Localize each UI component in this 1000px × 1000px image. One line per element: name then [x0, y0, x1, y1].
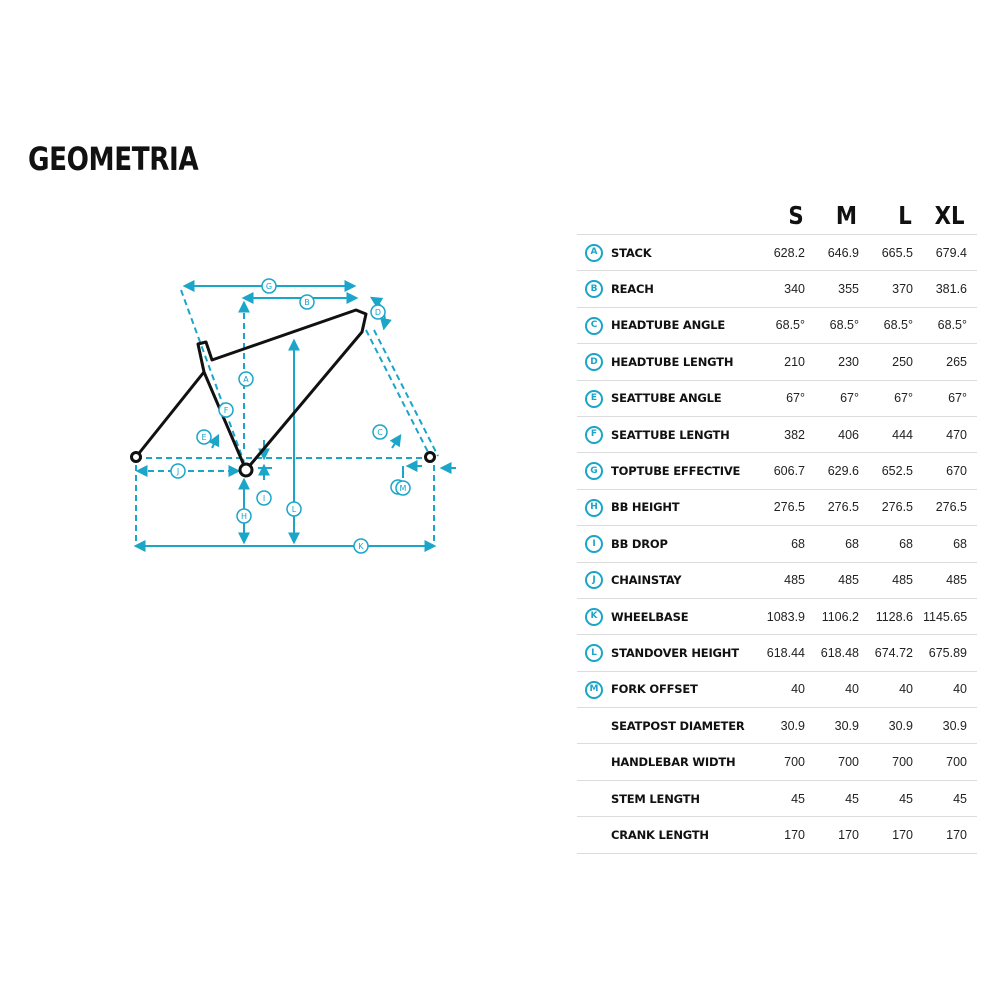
- table-row: [577, 453, 977, 489]
- row-label: STANDOVER HEIGHT: [611, 635, 761, 671]
- row-value: 265: [923, 344, 977, 380]
- table-row: [577, 271, 977, 307]
- row-value: 45: [923, 780, 977, 816]
- row-value: 40: [869, 671, 923, 707]
- row-value: 670: [923, 453, 977, 489]
- row-value: 67°: [815, 380, 869, 416]
- table-row: [577, 744, 977, 780]
- row-value: 40: [923, 671, 977, 707]
- row-label: BB HEIGHT: [611, 489, 761, 525]
- row-value: 1083.9: [761, 598, 815, 634]
- svg-text:A: A: [243, 375, 249, 384]
- bike-frame: [136, 310, 366, 470]
- row-value: 170: [761, 817, 815, 853]
- row-value: 68.5°: [869, 307, 923, 343]
- dimension-badge: C: [585, 317, 603, 335]
- row-value: 210: [761, 344, 815, 380]
- table-row: [577, 817, 977, 853]
- row-value: 646.9: [815, 235, 869, 271]
- diagram-label-m: [396, 481, 410, 495]
- row-label: SEATTUBE ANGLE: [611, 380, 761, 416]
- row-value: 606.7: [761, 453, 815, 489]
- row-value: 485: [923, 562, 977, 598]
- row-label: HEADTUBE ANGLE: [611, 307, 761, 343]
- dimension-badge: F: [585, 426, 603, 444]
- row-value: 40: [761, 671, 815, 707]
- row-value: 629.6: [815, 453, 869, 489]
- svg-text:H: H: [240, 512, 248, 521]
- row-value: 674.72: [869, 635, 923, 671]
- table-row: [577, 635, 977, 671]
- row-value: 170: [815, 817, 869, 853]
- bottom-bracket: [240, 464, 252, 476]
- table-row: [577, 708, 977, 744]
- row-value: 276.5: [761, 489, 815, 525]
- row-value: 340: [761, 271, 815, 307]
- row-value: 68: [869, 526, 923, 562]
- row-value: 675.89: [923, 635, 977, 671]
- diagram-label-d: [371, 305, 385, 319]
- row-value: 30.9: [761, 708, 815, 744]
- row-value: 618.48: [815, 635, 869, 671]
- row-label: HEADTUBE LENGTH: [611, 344, 761, 380]
- row-label: TOPTUBE EFFECTIVE: [611, 453, 761, 489]
- row-value: 665.5: [869, 235, 923, 271]
- row-value: 700: [761, 744, 815, 780]
- table-row: [577, 598, 977, 634]
- diagram-label-e: [197, 430, 211, 444]
- row-value: 68: [923, 526, 977, 562]
- row-value: 68.5°: [815, 307, 869, 343]
- dimension-badge: H: [585, 499, 603, 517]
- row-value: 1145.65: [923, 598, 977, 634]
- diagram-label-c: [373, 425, 387, 439]
- dimension-badge: B: [585, 280, 603, 298]
- row-value: 618.44: [761, 635, 815, 671]
- row-value: 700: [923, 744, 977, 780]
- size-header: S: [788, 200, 804, 230]
- diagram-label-h: [237, 509, 251, 523]
- table-row: [577, 562, 977, 598]
- row-value: 30.9: [815, 708, 869, 744]
- row-label: SEATTUBE LENGTH: [611, 416, 761, 452]
- row-value: 67°: [761, 380, 815, 416]
- svg-text:J: J: [176, 467, 180, 476]
- row-value: 68: [761, 526, 815, 562]
- row-label: STEM LENGTH: [611, 780, 761, 816]
- svg-text:G: G: [265, 282, 273, 291]
- size-header-row: [577, 196, 977, 235]
- row-value: 652.5: [869, 453, 923, 489]
- row-value: 381.6: [923, 271, 977, 307]
- page-title: GEOMETRIA: [28, 140, 199, 178]
- row-value: 45: [869, 780, 923, 816]
- row-value: 170: [923, 817, 977, 853]
- geometry-table: [577, 196, 977, 854]
- row-value: 30.9: [923, 708, 977, 744]
- row-label: BB DROP: [611, 526, 761, 562]
- row-value: 276.5: [923, 489, 977, 525]
- diagram-label-k: [354, 539, 368, 553]
- front-axle: [426, 453, 435, 462]
- row-value: 68: [815, 526, 869, 562]
- svg-text:E: E: [201, 433, 207, 442]
- row-label: CRANK LENGTH: [611, 817, 761, 853]
- dimension-badge: J: [585, 571, 603, 589]
- row-value: 1128.6: [869, 598, 923, 634]
- row-value: 382: [761, 416, 815, 452]
- row-value: 628.2: [761, 235, 815, 271]
- table-row: [577, 344, 977, 380]
- row-value: 250: [869, 344, 923, 380]
- row-value: 45: [815, 780, 869, 816]
- row-value: 700: [869, 744, 923, 780]
- row-value: 470: [923, 416, 977, 452]
- diagram-label-j: [171, 464, 185, 478]
- row-value: 276.5: [869, 489, 923, 525]
- table-row: [577, 416, 977, 452]
- table-row: [577, 489, 977, 525]
- row-label: WHEELBASE: [611, 598, 761, 634]
- row-value: 30.9: [869, 708, 923, 744]
- row-value: 370: [869, 271, 923, 307]
- size-header: XL: [934, 200, 965, 230]
- svg-text:K: K: [358, 542, 364, 551]
- row-value: 276.5: [815, 489, 869, 525]
- row-value: 700: [815, 744, 869, 780]
- diagram-label-g: [262, 279, 276, 293]
- row-value: 67°: [923, 380, 977, 416]
- dimension-badge: L: [585, 644, 603, 662]
- svg-text:L: L: [291, 505, 297, 514]
- svg-text:F: F: [223, 406, 229, 415]
- row-value: 485: [815, 562, 869, 598]
- diagram-label-b: [300, 295, 314, 309]
- row-label: REACH: [611, 271, 761, 307]
- row-label: SEATPOST DIAMETER: [611, 708, 761, 744]
- svg-text:C: C: [377, 428, 383, 437]
- rear-axle: [132, 453, 141, 462]
- row-value: 170: [869, 817, 923, 853]
- row-label: CHAINSTAY: [611, 562, 761, 598]
- table-row: [577, 671, 977, 707]
- table-row: [577, 380, 977, 416]
- row-label: HANDLEBAR WIDTH: [611, 744, 761, 780]
- row-value: 67°: [869, 380, 923, 416]
- row-value: 355: [815, 271, 869, 307]
- dimension-badge: I: [585, 535, 603, 553]
- dimension-badge: A: [585, 244, 603, 262]
- row-value: 679.4: [923, 235, 977, 271]
- row-value: 1106.2: [815, 598, 869, 634]
- row-value: 45: [761, 780, 815, 816]
- dimension-badge: D: [585, 353, 603, 371]
- table-row: [577, 307, 977, 343]
- diagram-label-a: [239, 372, 253, 386]
- diagram-label-i: [257, 491, 271, 505]
- row-value: 68.5°: [923, 307, 977, 343]
- diagram-label-l: [287, 502, 301, 516]
- svg-text:B: B: [304, 298, 310, 307]
- dimension-badge: G: [585, 462, 603, 480]
- row-value: 40: [815, 671, 869, 707]
- row-value: 230: [815, 344, 869, 380]
- svg-text:D: D: [374, 308, 382, 317]
- row-value: 68.5°: [761, 307, 815, 343]
- dimension-badge: M: [585, 681, 603, 699]
- row-label: FORK OFFSET: [611, 671, 761, 707]
- svg-text:I: I: [262, 494, 266, 503]
- table-row: [577, 235, 977, 271]
- row-value: 485: [761, 562, 815, 598]
- size-header: M: [835, 200, 858, 230]
- dimension-badge: K: [585, 608, 603, 626]
- row-value: 485: [869, 562, 923, 598]
- row-value: 406: [815, 416, 869, 452]
- size-header: L: [898, 200, 912, 230]
- table-row: [577, 526, 977, 562]
- row-label: STACK: [611, 235, 761, 271]
- row-value: 444: [869, 416, 923, 452]
- svg-text:M: M: [399, 484, 407, 493]
- dimension-badge: E: [585, 390, 603, 408]
- diagram-label-f: [219, 403, 233, 417]
- table-row: [577, 780, 977, 816]
